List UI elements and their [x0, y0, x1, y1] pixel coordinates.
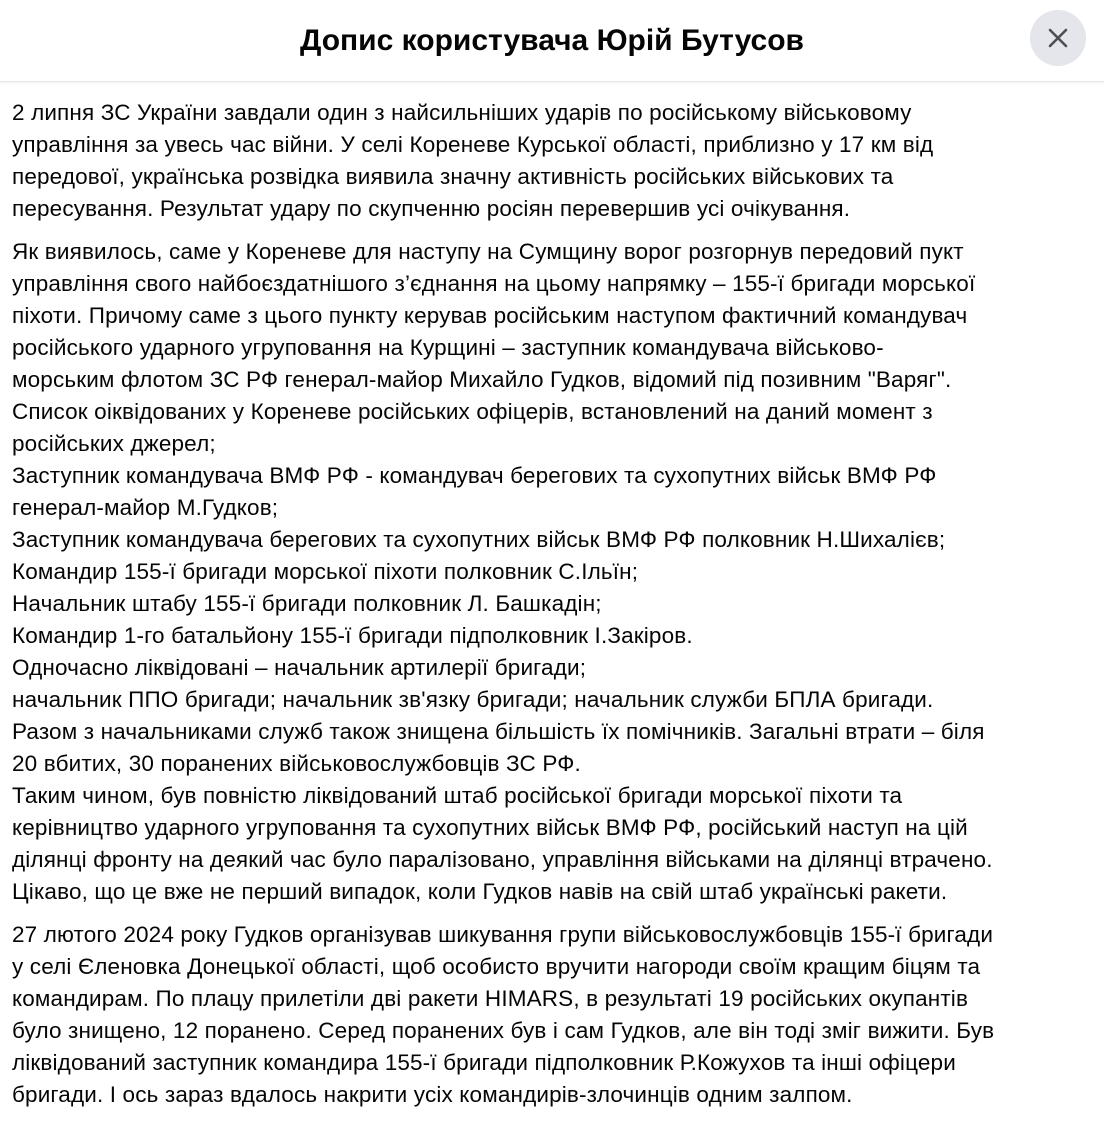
text-line: Командир 1-го батальйону 155-ї бригади підполковник І.Закіров. [12, 623, 693, 648]
text-line: генерал-майор М.Гудков; [12, 495, 279, 520]
text-line: російських джерел; [12, 431, 216, 456]
text-line: Як виявилось, саме у Кореневе для наступу на Сумщину ворог розгорнув передовий пукт [12, 239, 964, 264]
post-paragraph-2 [12, 236, 1096, 908]
text-line: передової, українська розвідка виявила значну активність російських військових та [12, 164, 894, 189]
text-line: Разом з начальниками служб також знищена більшість їх помічників. Загальні втрати – біля [12, 719, 985, 744]
text-line: Список оіквідованих у Кореневе російських офіцерів, встановлений на даний момент з [12, 399, 933, 424]
text-line: у селі Єленовка Донецької області, щоб особисто вручити нагороди своїм кращим біцям та [12, 954, 981, 979]
text-line: морським флотом ЗС РФ генерал-майор Михайло Гудков, відомий під позивним "Варяг". [12, 367, 952, 392]
text-line: керівництво ударного угруповання та сухопутних військ ВМФ РФ, російський наступ на цій [12, 815, 968, 840]
text-line: Заступник командувача ВМФ РФ - командувач берегових та сухопутних військ ВМФ РФ [12, 463, 937, 488]
text-line: ділянці фронту на деякий час було паралізовано, управління військами на ділянці втрачено. [12, 847, 993, 872]
text-line: Командир 155-ї бригади морської піхоти полковник С.Ільїн; [12, 559, 639, 584]
dialog-header [0, 0, 1104, 82]
text-line: Начальник штабу 155-ї бригади полковник Л. Башкадін; [12, 591, 602, 616]
post-paragraph-1 [12, 97, 1096, 225]
text-line: пересування. Результат удару по скупченню росіян перевершив усі очікування. [12, 196, 851, 221]
text-line: Заступник командувача берегових та сухопутних військ ВМФ РФ полковник Н.Шихалієв; [12, 527, 946, 552]
close-button[interactable] [1030, 10, 1086, 66]
text-line: Цікаво, що це вже не перший випадок, коли Гудков навів на свій штаб українські ракети. [12, 879, 948, 904]
text-line: 2 липня ЗС України завдали один з найсильніших ударів по російському військовому [12, 100, 912, 125]
text-line: командирам. По плацу прилетіли дві ракети HIMARS, в результаті 19 російських окупантів [12, 986, 969, 1011]
text-line: 20 вбитих, 30 поранених військовослужбовців ЗС РФ. [12, 751, 581, 776]
close-icon [1046, 26, 1070, 50]
text-line: ліквідований заступник командира 155-ї бригади підполковник Р.Кожухов та інші офіцери [12, 1050, 956, 1075]
text-line: Одночасно ліквідовані – начальник артилерії бригади; [12, 655, 587, 680]
text-line: піхоти. Причому саме з цього пункту керував російським наступом фактичний командувач [12, 303, 968, 328]
text-line: бригади. І ось зараз вдалось накрити усіх командирів-злочинців одним залпом. [12, 1082, 853, 1107]
post-body [12, 97, 1096, 1122]
dialog-title: Допис користувача Юрій Бутусов [299, 24, 804, 57]
text-line: було знищено, 12 поранено. Серед поранених був і сам Гудков, але він тоді зміг вижити. Був [12, 1018, 995, 1043]
text-line: Таким чином, був повністю ліквідований штаб російської бригади морської піхоти та [12, 783, 903, 808]
post-paragraph-3 [12, 919, 1096, 1111]
text-line: російського ударного угруповання на Курщині – заступник командувача військово- [12, 335, 884, 360]
text-line: управління свого найбоєздатнішого з’єднання на цьому напрямку – 155-ї бригади морської [12, 271, 976, 296]
text-line: управління за увесь час війни. У селі Кореневе Курської області, приблизно у 17 км від [12, 132, 934, 157]
text-line: начальник ППО бригади; начальник зв'язку бригади; начальник служби БПЛА бригади. [12, 687, 934, 712]
text-line: 27 лютого 2024 року Гудков організував шикування групи військовослужбовців 155-ї бригади [12, 922, 994, 947]
